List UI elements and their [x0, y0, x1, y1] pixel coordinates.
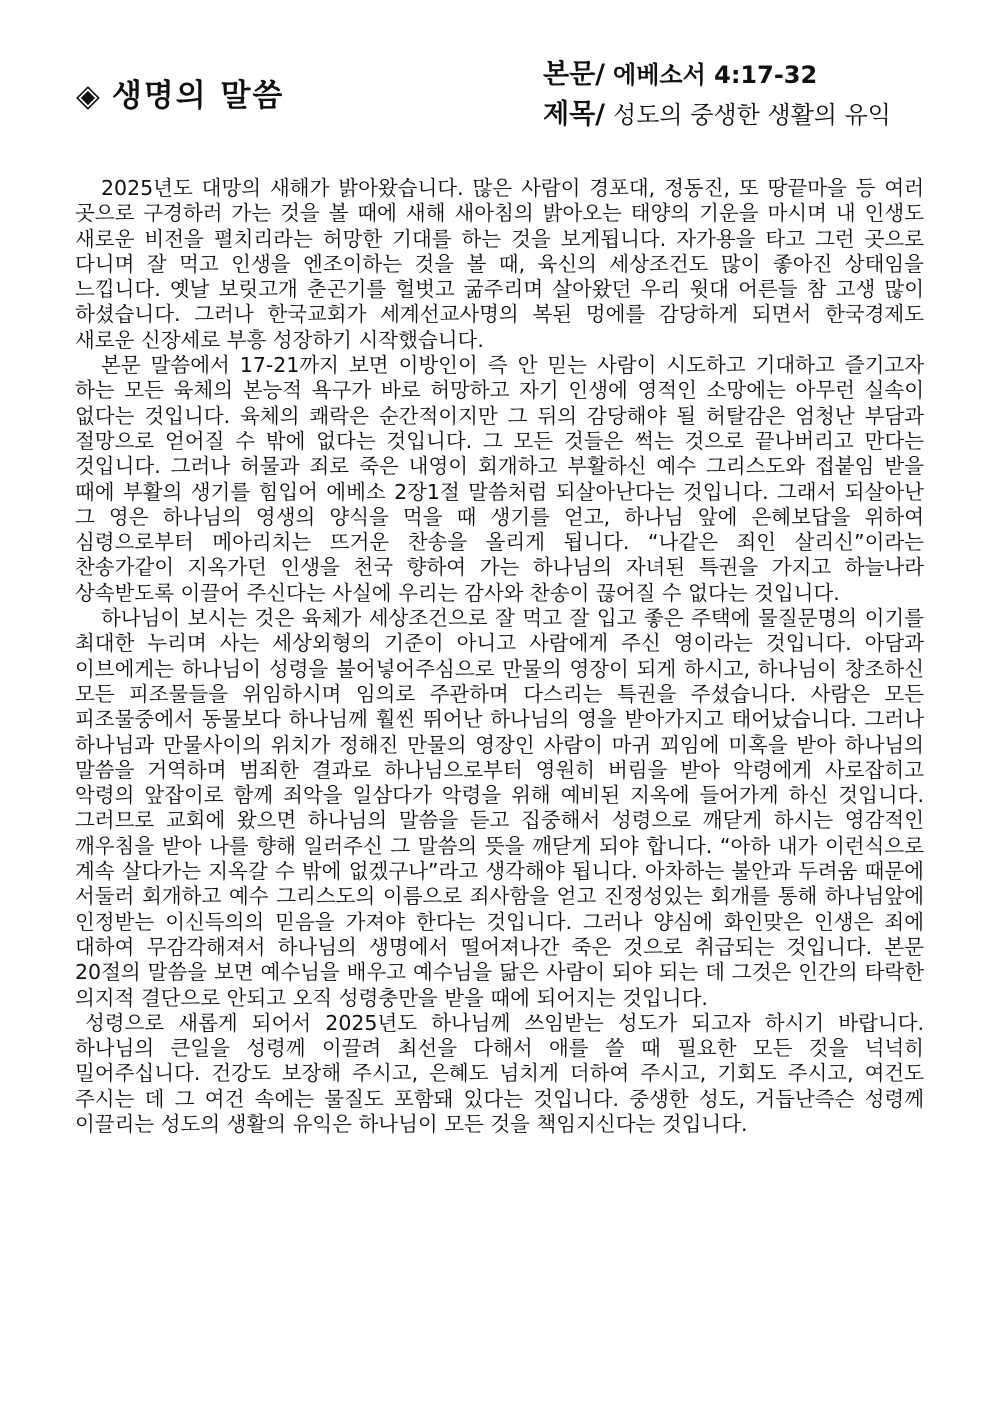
sermon-subject [543, 92, 891, 131]
paragraph: 2025년도 대망의 새해가 밝아왔습니다. 많은 사람이 경포대, 정동진, 또 땅끝마을 등 여러 곳으로 구경하러 가는 것을 볼 때에 새해 새아침의 밝아오는 태양의 기운을 마시며 내 인생도 새로운 비전을 펼치리라는 허망한 기대를 하는 것을 보게됩니다. 자가용을 타고 그런 곳으로 다니며 잘 먹고 인생을 엔조이하는 것을 볼 때, 육신의 세상조건도 많이 좋아진 상태임을 느낍니다. 옛날 보릿고개 춘곤기를 헐벗고 굶주리며 살아왔던 우리 윗대 어른들 참 고생 많이 하셨습니다. 그러나 한국교회가 세계선교사명의 복된 멍에를 감당하게 되면서 한국경제도 새로운 신장세로 부흥 성장하기 시작했습니다. [75, 176, 924, 352]
paragraph: 성령으로 새롭게 되어서 2025년도 하나님께 쓰임받는 성도가 되고자 하시기 바랍니다. 하나님의 큰일을 성령께 이끌려 최선을 다해서 애를 쓸 때 필요한 모든 것을 넉넉히 밀어주십니다. 건강도 보장해 주시고, 은혜도 넘치게 더하여 주시고, 기회도 주시고, 여건도 주시는 데 그 여건 속에는 물질도 포함돼 있다는 것입니다. 중생한 성도, 거듭난즉슨 성령께 이끌리는 성도의 생활의 유익은 하나님이 모든 것을 책임지신다는 것입니다. [75, 1010, 924, 1136]
paragraph: 본문 말씀에서 17-21까지 보면 이방인이 즉 안 믿는 사람이 시도하고 기대하고 즐기고자 하는 모든 육체의 본능적 욕구가 바로 허망하고 자기 인생에 영적인 소망에는 아무런 실속이 없다는 것입니다. 육체의 쾌락은 순간적이지만 그 뒤의 감당해야 될 허탈감은 엄청난 부담과 절망으로 얻어질 수 밖에 없다는 것입니다. 그 모든 것들은 썩는 것으로 끝나버리고 만다는 것입니다. 그러나 허물과 죄로 죽은 내영이 회개하고 부활하신 예수 그리스도와 접붙임 받을 때에 부활의 생기를 힘입어 에베소 2장1절 말씀처럼 되살아난다는 것입니다. 그래서 되살아난 그 영은 하나님의 영생의 양식을 먹을 때 생기를 얻고, 하나님 앞에 은혜보답을 위하여 심령으로부터 메아리치는 뜨거운 찬송을 올리게 됩니다. “나같은 죄인 살리신”이라는 찬송가같이 지옥가던 인생을 천국 향하여 가는 하나님의 자녀된 특권을 가지고 하늘나라 상속받도록 이끌어 주신다는 사실에 우리는 감사와 찬송이 끊어질 수 없다는 것입니다. [75, 353, 924, 605]
scripture-value: 에베소서 4:17-32 [613, 61, 818, 89]
subject-label: 제목 [543, 99, 596, 130]
scripture-separator: / [595, 59, 606, 90]
diamond-bullet-icon: ◈ [76, 78, 102, 114]
scripture-reference [543, 52, 817, 91]
header [0, 0, 992, 150]
subject-value: 성도의 중생한 생활의 유익 [613, 101, 891, 129]
subject-separator: / [595, 99, 606, 130]
paragraph: 하나님이 보시는 것은 육체가 세상조건으로 잘 먹고 잘 입고 좋은 주택에 물질문명의 이기를 최대한 누리며 사는 세상외형의 기준이 아니고 사람에게 주신 영이라는 것입니다. 아담과 이브에게는 하나님이 성령을 불어넣어주심으로 만물의 영장이 되게 하시고, 하나님이 창조하신 모든 피조물들을 위임하시며 임의로 주관하며 다스리는 특권을 주셨습니다. 사람은 모든 피조물중에서 동물보다 하나님께 훨씬 뛰어난 하나님의 영을 받아가지고 태어났습니다. 그러나 하나님과 만물사이의 위치가 정해진 만물의 영장인 사람이 마귀 꾀임에 미혹을 받아 하나님의 말씀을 거역하며 범죄한 결과로 하나님으로부터 영원히 버림을 받아 악령에게 사로잡히고 악령의 앞잡이로 함께 죄악을 일삼다가 악령을 위해 예비된 지옥에 들어가게 하신 것입니다. 그러므로 교회에 왔으면 하나님의 말씀을 듣고 집중해서 성령으로 깨닫게 하시는 영감적인 깨우침을 받아 나를 향해 일러주신 그 말씀의 뜻을 깨닫게 되야 합니다. “아하 내가 이런식으로 계속 살다가는 지옥갈 수 밖에 없겠구나”라고 생각해야 됩니다. 아차하는 불안과 두려움 때문에 서둘러 회개하고 예수 그리스도의 이름으로 죄사함을 얻고 진정성있는 회개를 통해 하나님앞에 인정받는 이신득의의 믿음을 가져야 한다는 것입니다. 그러나 양심에 화인맞은 인생은 죄에 대하여 무감각해져서 하나님의 생명에서 떨어져나간 죽은 것으로 취급되는 것입니다. 본문 20절의 말씀을 보면 예수님을 배우고 예수님을 닮은 사람이 되야 되는 데 그것은 인간의 타락한 의지적 결단으로 안되고 오직 성령충만을 받을 때에 되어지는 것입니다. [75, 606, 924, 1010]
sermon-body [75, 176, 924, 1137]
page-title [76, 70, 284, 115]
page-title-text: 생명의 말씀 [111, 78, 285, 114]
scripture-label: 본문 [543, 59, 596, 90]
